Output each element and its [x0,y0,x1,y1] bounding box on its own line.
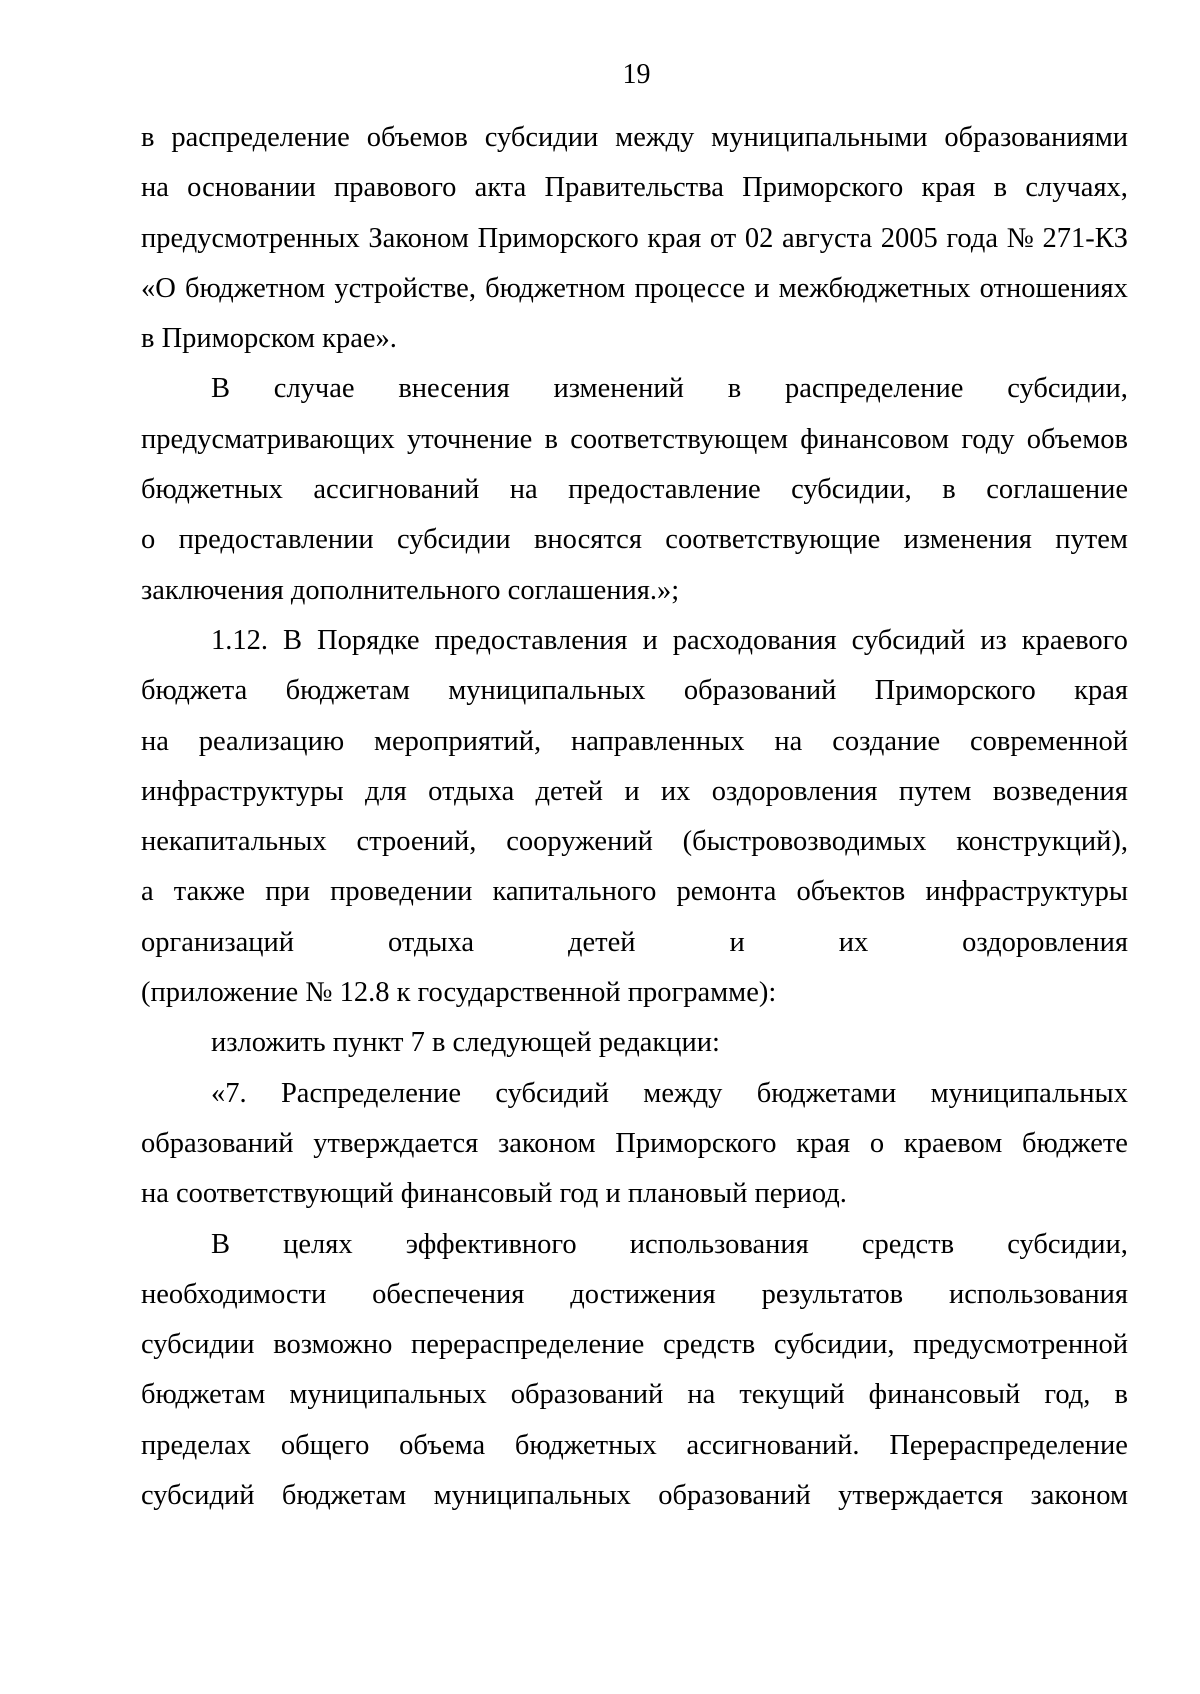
word: правового [334,172,457,204]
word: соответствующем [570,423,788,455]
word: результатов [761,1278,904,1310]
word: № [1006,222,1034,254]
word: Приморского [874,675,1036,707]
word: достижения [570,1278,716,1310]
word: для [364,775,407,807]
text-line [141,1119,1128,1169]
word: средств [861,1228,955,1260]
word: инфраструктуры [141,775,344,807]
word: и [729,926,745,958]
word: отдыха [387,926,475,958]
text-line [141,1320,1128,1370]
word: утверждается [313,1127,479,1159]
text-line [141,1069,1128,1119]
word: краевого [1021,624,1128,656]
word: использования [629,1228,809,1260]
word: перераспределение [410,1329,645,1361]
word: капитального [492,876,657,908]
word: устройстве, [334,272,476,304]
word: о [869,1127,885,1159]
word: средств [662,1329,756,1361]
word: детей [535,775,604,807]
word: бюджетами [756,1077,897,1109]
word: объемов [1026,423,1128,455]
word: путем [898,775,972,807]
word: сооружений [506,826,653,858]
word: изменений [553,373,684,405]
word: необходимости [141,1278,327,1310]
word: направленных [571,725,745,757]
word: законом [1030,1480,1128,1512]
word: законом [497,1127,596,1159]
word: ассигнований [313,474,480,506]
word: муниципальными [711,122,928,153]
word: субсидии, [1007,373,1128,405]
text-line [141,515,1128,565]
text-line [141,616,1128,666]
word: образований [683,675,837,707]
word: организаций [141,926,295,958]
word: распределение [784,373,964,405]
word: в [727,373,742,405]
text-line [141,465,1128,515]
word: при [265,876,310,908]
word: инфраструктуры [925,876,1128,908]
text-line [141,1220,1128,1270]
word: детей [568,926,636,958]
word: текущий [739,1379,845,1411]
word: финансовый [868,1379,1021,1411]
text-line [141,817,1128,867]
text-line: заключения дополнительного соглашения.»; [141,574,680,606]
word: случаях, [1025,172,1128,204]
text-line [141,264,1128,314]
word: внесения [398,373,510,405]
word: субсидий [851,624,966,656]
word: в [544,423,558,455]
word: вносятся [533,524,642,556]
word: распределение [171,122,350,153]
word: ассигнований. [686,1429,860,1461]
word: предусматривающих [141,423,395,455]
word: Правительства [544,172,724,204]
word: образованиями [944,122,1128,153]
word: бюджетных [141,474,283,506]
word: 1.12. [211,624,268,656]
word: муниципальных [448,675,646,707]
word: и [624,775,640,807]
word: предоставлении [178,524,374,556]
text-line [141,666,1128,716]
text-line [141,1471,1128,1521]
word: образований [510,1379,664,1411]
word: в [942,474,956,506]
word: и [642,624,658,656]
text-line [141,1370,1128,1420]
word: «О [141,272,176,304]
word: на [141,172,169,204]
text-line: на соответствующий финансовый год и плановый период. [141,1178,847,1210]
word: финансовом [800,423,950,455]
word: проведении [330,876,473,908]
word: некапитальных [141,826,327,858]
word: отдыха [428,775,515,807]
word: субсидии [397,524,511,556]
word: строений, [356,826,477,858]
text-line [141,867,1128,917]
word: В [283,624,303,656]
word: бюджетных [514,1429,657,1461]
word: Распределение [280,1077,462,1109]
word: субсидии [484,122,599,153]
word: 2005 [880,222,938,254]
word: год, [1044,1379,1091,1411]
word: межбюджетных [778,272,971,304]
text-line [141,918,1128,968]
text-line [141,364,1128,414]
word: 02 [744,222,774,254]
word: образований [141,1127,294,1159]
word: оздоровления [711,775,878,807]
text-line: в Приморском крае». [141,323,397,355]
word: объема [399,1429,486,1461]
text-line [141,717,1128,767]
word: «7. [211,1077,247,1109]
word: случае [273,373,355,405]
word: на [687,1379,716,1411]
word: бюджетном [184,272,326,304]
text-line [141,415,1128,465]
word: между [615,122,695,153]
word: субсидий [495,1077,609,1109]
word: соглашение [986,474,1128,506]
word: субсидии, [1007,1228,1128,1260]
word: (быстровозводимых [682,826,927,858]
word: субсидий [141,1480,255,1512]
word: году [961,423,1015,455]
word: краевом [903,1127,1003,1159]
word: на [774,725,803,757]
word: Приморского [615,1127,777,1159]
word: на [509,474,538,506]
word: и [754,272,770,304]
word: общего [280,1429,370,1461]
word: В [211,373,231,405]
word: а [141,876,154,908]
word: отношениях [979,272,1128,304]
word: между [643,1077,723,1109]
word: современной [970,725,1128,757]
word: объемов [366,122,468,153]
word: эффективного [405,1228,577,1260]
word: обеспечения [372,1278,525,1310]
word: мероприятий, [373,725,542,757]
word: предусмотренной [913,1329,1128,1361]
page-number: 19 [622,59,651,90]
word: путем [1055,524,1128,556]
word: использования [949,1278,1128,1310]
word: предусмотренных [141,222,360,254]
word: на [141,725,169,757]
text-line: (приложение № 12.8 к государственной программе): [141,977,777,1009]
word: о [141,524,156,556]
word: муниципальных [289,1379,487,1411]
word: реализацию [198,725,345,757]
word: 271-КЗ [1042,222,1128,254]
word: августа [781,222,873,254]
word: предоставления [434,624,628,656]
text-line [141,767,1128,817]
word: акта [474,172,527,204]
word: Перераспределение [889,1429,1128,1461]
word: бюджетам [141,1379,266,1411]
word: края [921,172,976,204]
word: субсидии [141,1329,255,1361]
word: в [993,172,1008,204]
word: края [647,222,702,254]
word: муниципальных [433,1480,631,1512]
word: создание [832,725,941,757]
word: Приморского [477,222,639,254]
word: бюджете [1022,1127,1128,1159]
text-line [141,1270,1128,1320]
word: их [838,926,869,958]
text-line [141,163,1128,213]
word: утверждается [838,1480,1004,1512]
text-line [141,113,1128,163]
word: изменения [903,524,1032,556]
word: Законом [368,222,469,254]
word: оздоровления [962,926,1128,958]
word: ремонта [676,876,777,908]
word: объектов [796,876,906,908]
word: края [1074,675,1128,707]
word: их [660,775,691,807]
word: субсидии, [791,474,912,506]
word: от [709,222,737,254]
word: соответствующие [665,524,881,556]
text-line [141,214,1128,264]
word: основании [187,172,316,204]
word: процессе [634,272,746,304]
word: муниципальных [930,1077,1128,1109]
word: Порядке [317,624,420,656]
word: года [946,222,998,254]
text-line: изложить пункт 7 в следующей редакции: [211,1027,720,1059]
word: из [980,624,1007,656]
word: уточнение [406,423,533,455]
word: бюджетам [285,675,410,707]
text-line [141,1421,1128,1471]
word: образований [658,1480,811,1512]
word: возведения [992,775,1128,807]
word: возможно [273,1329,393,1361]
word: бюджета [141,675,248,707]
word: конструкций), [956,826,1128,858]
word: края [796,1127,851,1159]
word: целях [283,1228,353,1260]
word: В [211,1228,231,1260]
word: также [173,876,246,908]
word: в [141,122,155,153]
word: расходования [672,624,837,656]
word: в [1114,1379,1128,1411]
word: пределах [141,1429,252,1461]
word: предоставление [568,474,761,506]
word: Приморского [742,172,904,204]
word: субсидии, [773,1329,895,1361]
document-body [141,113,1128,1521]
word: бюджетам [281,1480,407,1512]
word: бюджетном [485,272,626,304]
